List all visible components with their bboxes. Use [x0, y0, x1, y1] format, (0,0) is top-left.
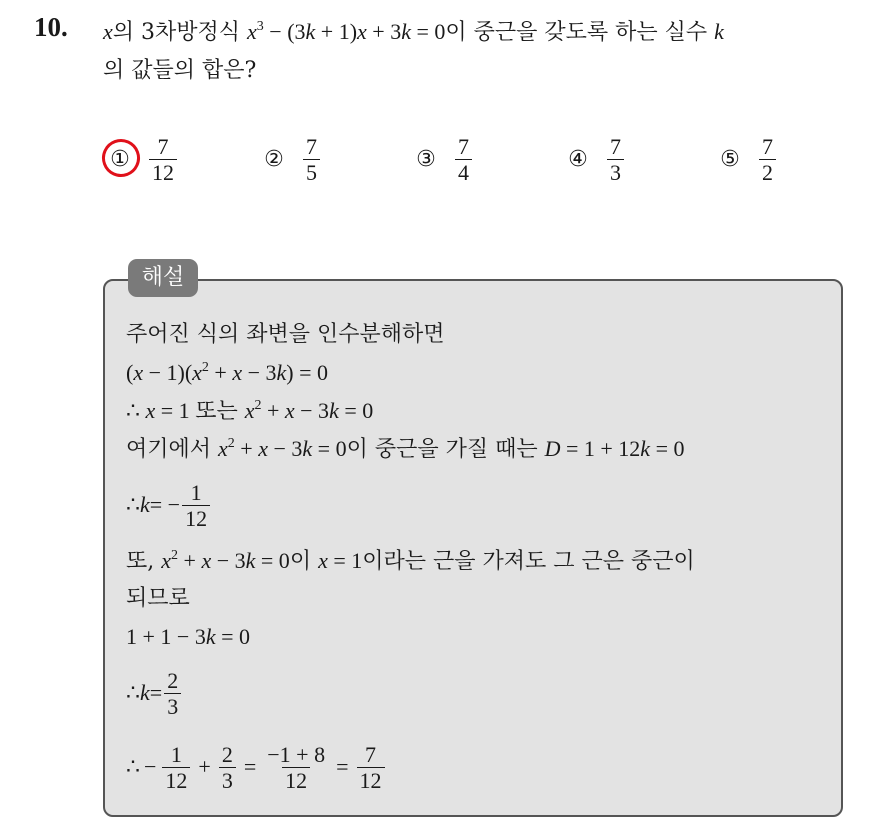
eq-part: + [208, 360, 233, 385]
text-span: 이 중근을 갖도록 하는 실수 [445, 20, 715, 45]
fraction [164, 668, 181, 719]
choice-fraction [149, 134, 177, 185]
choice-marker: ② [264, 146, 284, 172]
solution-line-4 [126, 430, 836, 468]
numerator: 2 [221, 741, 233, 767]
numerator: 1 [170, 741, 182, 767]
plus-sign: + [198, 754, 211, 779]
var-x: x [192, 360, 202, 385]
exponent: 2 [171, 548, 179, 563]
var-k: k [140, 492, 150, 517]
var-k: k [305, 19, 316, 44]
text-span: 또는 [195, 399, 245, 424]
eq-part: = 0 [215, 624, 251, 649]
text-span: 이 중근을 가질 때는 [346, 437, 545, 462]
choice-marker: ④ [568, 146, 588, 172]
solution-line-10 [126, 730, 836, 804]
question-line-2: 의 값들의 합은? [103, 58, 257, 83]
denominator: 4 [455, 159, 472, 185]
denominator: 3 [607, 159, 624, 185]
choice-5[interactable] [715, 128, 776, 190]
var-k: k [401, 19, 411, 44]
choice-4[interactable] [563, 128, 624, 190]
var-k: k [140, 680, 150, 705]
fraction [182, 480, 210, 531]
choice-3[interactable] [411, 128, 472, 190]
var-x: x [218, 436, 228, 461]
therefore-symbol: ∴ [126, 680, 140, 705]
var-x: x [201, 548, 212, 573]
denominator: 12 [162, 767, 190, 793]
eq-part: − 3 [294, 398, 330, 423]
var-x: x [318, 548, 328, 573]
denominator: 12 [149, 159, 177, 185]
var-x: x [284, 398, 295, 423]
var-x: x [133, 360, 144, 385]
eq-part: − 3 [211, 548, 246, 573]
numerator: 7 [610, 133, 621, 159]
solution-line-5 [126, 468, 836, 542]
choice-fraction [759, 134, 776, 185]
exponent: 2 [227, 436, 235, 451]
denominator: 3 [164, 693, 181, 719]
minus-sign: − [144, 754, 157, 779]
solution-label: 해설 [128, 259, 198, 297]
solution-line-1: 주어진 식의 좌변을 인수분해하면 [126, 322, 445, 347]
equation [247, 19, 445, 44]
therefore-symbol: ∴ [126, 754, 140, 779]
choice-fraction [303, 134, 320, 185]
equals-sign: = [243, 754, 257, 779]
eq-part: + [261, 398, 285, 423]
denominator: 12 [282, 767, 310, 793]
eq-part: = 1 + 12 [560, 436, 641, 461]
solution-line-7: 되므로 [126, 586, 190, 611]
numerator: 7 [306, 133, 317, 159]
solution-line-6 [126, 542, 836, 580]
eq-part: = 1 [327, 548, 363, 573]
eq-part: + [234, 436, 259, 461]
var-D: D [544, 436, 561, 461]
solution-line-9 [126, 656, 836, 730]
denominator: 12 [182, 505, 210, 531]
var-k: k [205, 624, 216, 649]
var-k: k [329, 398, 339, 423]
var-k: k [245, 548, 256, 573]
solution-content [126, 316, 836, 804]
var-x: x [232, 360, 243, 385]
var-x: x [247, 19, 257, 44]
var-k: k [640, 436, 651, 461]
eq-part: + 1) [315, 19, 358, 44]
var-k: k [714, 19, 724, 44]
denominator: 3 [219, 767, 236, 793]
fraction [162, 742, 190, 793]
choice-2[interactable] [259, 128, 320, 190]
equals-sign: = [336, 754, 349, 779]
numerator: 7 [365, 741, 377, 767]
eq-part: = 1 [155, 398, 196, 423]
text-span: 이라는 근을 가져도 그 근은 중근이 [362, 549, 695, 574]
therefore-symbol: ∴ [126, 398, 146, 423]
question-text [103, 13, 873, 90]
text-span: 의 3차방정식 [112, 20, 248, 45]
eq-part: 1 + 1 − 3 [126, 624, 206, 649]
exponent: 2 [254, 398, 262, 413]
exponent: 2 [201, 360, 209, 375]
eq-part: = − [149, 492, 181, 517]
denominator: 2 [759, 159, 776, 185]
var-k: k [302, 436, 313, 461]
eq-part: ) = 0 [286, 360, 329, 385]
var-x: x [357, 19, 367, 44]
choice-marker: ③ [416, 146, 436, 172]
var-k: k [276, 360, 287, 385]
choice-fraction [455, 134, 472, 185]
text-span: 이 [289, 549, 319, 574]
choice-fraction [607, 134, 624, 185]
var-x: x [258, 436, 268, 461]
choice-marker: ① [110, 146, 130, 172]
solution-line-2 [126, 354, 836, 392]
choice-marker: ⑤ [720, 146, 740, 172]
numerator: −1 + 8 [267, 741, 326, 767]
question-line-1 [103, 13, 873, 52]
text-span: 여기에서 [126, 437, 219, 462]
numerator: 7 [762, 133, 773, 159]
var-x: x [161, 548, 172, 573]
exponent: 3 [256, 19, 264, 34]
var-x: x [145, 398, 156, 423]
numerator: 1 [190, 479, 202, 505]
numerator: 2 [167, 667, 179, 693]
eq-part: + [178, 548, 202, 573]
eq-part: = 0 [338, 398, 374, 423]
eq-part: − (3 [263, 19, 306, 44]
eq-part: = 0 [255, 548, 290, 573]
eq-part: = 0 [410, 19, 446, 44]
fraction [357, 742, 385, 793]
denominator: 12 [357, 767, 385, 793]
eq-part: = [149, 680, 163, 705]
fraction [219, 742, 236, 793]
eq-part: − 3 [267, 436, 303, 461]
solution-line-3 [126, 392, 836, 430]
numerator: 7 [458, 133, 469, 159]
var-x: x [103, 19, 113, 44]
therefore-symbol: ∴ [126, 492, 140, 517]
eq-part: − 1)( [143, 360, 193, 385]
eq-part: ( [126, 360, 134, 385]
question-number: 10. [34, 12, 68, 42]
eq-part: − 3 [242, 360, 277, 385]
eq-part: = 0 [650, 436, 685, 461]
eq-part: = 0 [312, 436, 347, 461]
solution-line-8 [126, 618, 836, 656]
text-span: 또, [126, 549, 162, 574]
answer-choices [105, 128, 805, 198]
numerator: 7 [157, 133, 169, 159]
denominator: 5 [303, 159, 320, 185]
fraction [264, 742, 328, 793]
eq-part: + 3 [366, 19, 402, 44]
var-x: x [244, 398, 255, 423]
